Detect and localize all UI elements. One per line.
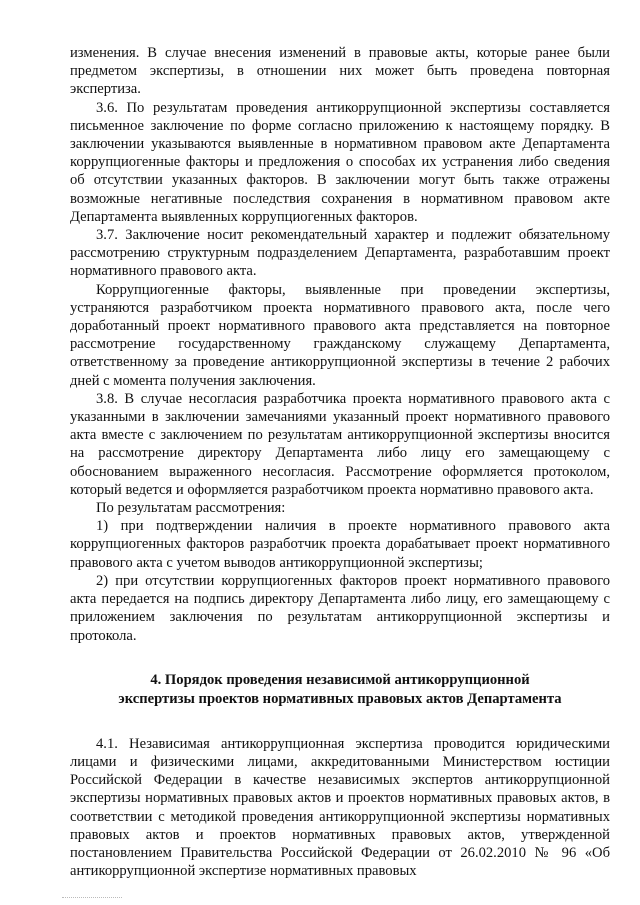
spacer	[70, 645, 610, 671]
section-3-paragraphs	[70, 44, 610, 645]
paragraph-4-1: 4.1. Независимая антикоррупционная экспертиза проводится юридическими лицами и физическими лицами, аккредитованными Министерством юстиции Российской Федерации в качестве независимых экспертов антикоррупционной экспертизы нормативных правовых актов и проектов нормативных правовых актов, в соответствии с методикой проведения антикоррупционной экспертизы нормативных правовых актов и проектов нормативных правовых актов, утвержденной постановлением Правительства Российской Федерации от 26.02.2010 № 96 «Об антикоррупционной экспертизе нормативных правовых	[70, 735, 610, 880]
section-4-heading-line-1: 4. Порядок проведения независимой антикоррупционной	[150, 671, 530, 688]
section-4-heading	[70, 671, 610, 709]
document-page	[70, 44, 610, 880]
spacer	[70, 709, 610, 735]
section-4-heading-line-2: экспертизы проектов нормативных правовых актов Департамента	[118, 690, 562, 707]
paragraph-3-7: 3.7. Заключение носит рекомендательный характер и подлежит обязательному рассмотрению структурным подразделением Департамента, разработавшим проект нормативного правового акта.	[70, 227, 610, 280]
paragraph-continuation: изменения. В случае внесения изменений в правовые акты, которые ранее были предметом экспертизы, в отношении них может быть проведена повторная экспертиза.	[70, 45, 610, 98]
paragraph-3-8: 3.8. В случае несогласия разработчика проекта нормативного правового акта с указанными в заключении замечаниями указанный проект нормативного правового акта вместе с заключением по результатам антикоррупционной экспертизы вносится на рассмотрение директору Департамента либо лицу его замещающему с обоснованием выраженного несогласия. Рассмотрение оформляется протоколом, который ведется и оформляется разработчиком проекта нормативно правового акта.	[70, 390, 610, 498]
page-footer-mark	[62, 897, 122, 901]
paragraph-item-1: 1) при подтверждении наличия в проекте нормативного правового акта коррупциогенных факторов разработчик проекта дорабатывает проект нормативного правового акта с учетом выводов антикоррупционной экспертизы;	[70, 518, 610, 571]
paragraph-review-results: По результатам рассмотрения:	[96, 500, 286, 517]
paragraph-corruption-factors: Коррупциогенные факторы, выявленные при проведении экспертизы, устраняются разработчиком проекта нормативного правового акта, после чего доработанный проект нормативного правового акта представляется на повторное рассмотрение государственному гражданскому служащему Департамента, ответственному за проведение антикоррупционной экспертизы в течение 2 рабочих дней с момента получения заключения.	[70, 281, 610, 389]
paragraph-3-6: 3.6. По результатам проведения антикоррупционной экспертизы составляется письменное заключение по форме согласно приложению к настоящему порядку. В заключении указываются выявленные в нормативном правовом акте Департамента коррупциогенные факторы и предложения о способах их устранения либо сведения об отсутствии указанных факторов. В заключении могут быть также отражены возможные негативные последствия сохранения в нормативном правовом акте Департамента выявленных коррупциогенных факторов.	[70, 99, 610, 225]
paragraph-item-2: 2) при отсутствии коррупциогенных факторов проект нормативного правового акта передается на подпись директору Департамента либо лицу, его замещающему с приложением заключения по результатам антикоррупционной экспертизы и протокола.	[70, 572, 610, 644]
